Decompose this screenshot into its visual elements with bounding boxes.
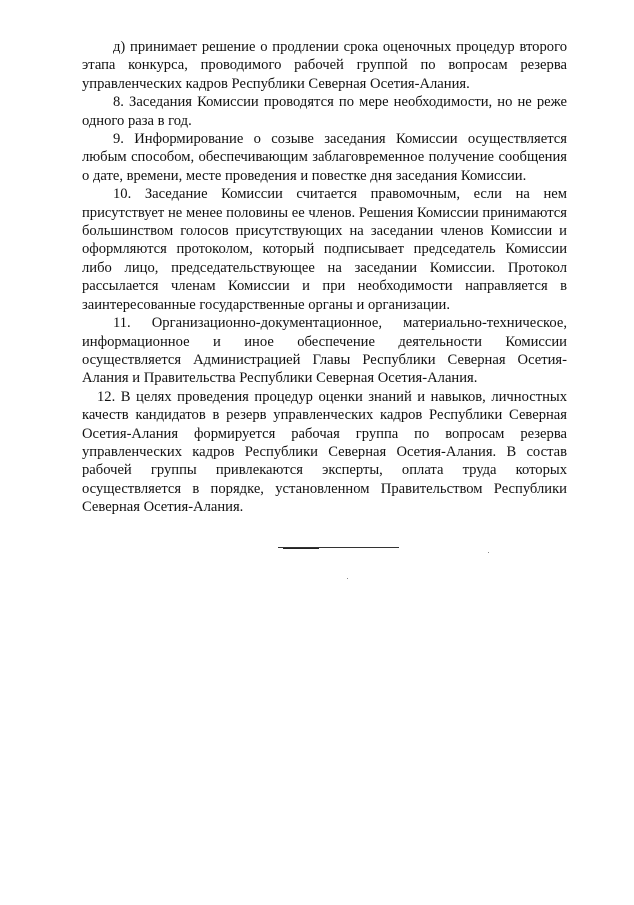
paragraph-8: 8. Заседания Комиссии проводятся по мере необходимости, но не реже одного раза в год.: [82, 94, 567, 129]
scan-speck: [488, 552, 489, 553]
scan-speck: [347, 578, 348, 579]
closing-divider-accent: [283, 548, 319, 549]
paragraph-7d: д) принимает решение о продлении срока оценочных процедур второго этапа конкурса, проводимого рабочей группой по вопросам резерва управленческих кадров Республики Северная Осетия-Алания.: [82, 39, 567, 92]
paragraph-12: 12. В целях проведения процедур оценки знаний и навыков, личностных качеств кандидатов в резерв управленческих кадров Республики Северная Осетия-Алания формируется рабочая группа по вопросам резерва управленческих кадров Республики Северная Осетия-Алания. В состав рабочей группы привлекаются эксперты, оплата труда которых осуществляется в порядке, установленном Правительством Республики Северная Осетия-Алания.: [82, 388, 567, 516]
paragraph-9: 9. Информирование о созыве заседания Комиссии осуществляется любым способом, обеспечивающим заблаговременное получение сообщения о дате, времени, месте проведения и повестке дня заседания Комиссии.: [82, 131, 567, 184]
paragraph-10: 10. Заседание Комиссии считается правомочным, если на нем присутствует не менее половины ее членов. Решения Комиссии принимаются большинством голосов присутствующих на заседании членов Комиссии и оформляются протоколом, который подписывает председатель Комиссии либо лицо, председательствующее на заседании Комиссии. Протокол рассылается членам Комиссии и при необходимости направляется в заинтересованные государственные органы и организации.: [82, 186, 567, 313]
paragraph-11: 11. Организационно-документационное, материально-техническое, информационное и иное обеспечение деятельности Комиссии осуществляется Администрацией Главы Республики Северная Осетия-Алания и Правительства Республики Северная Осетия-Алания.: [82, 315, 567, 387]
document-body: [82, 38, 567, 517]
